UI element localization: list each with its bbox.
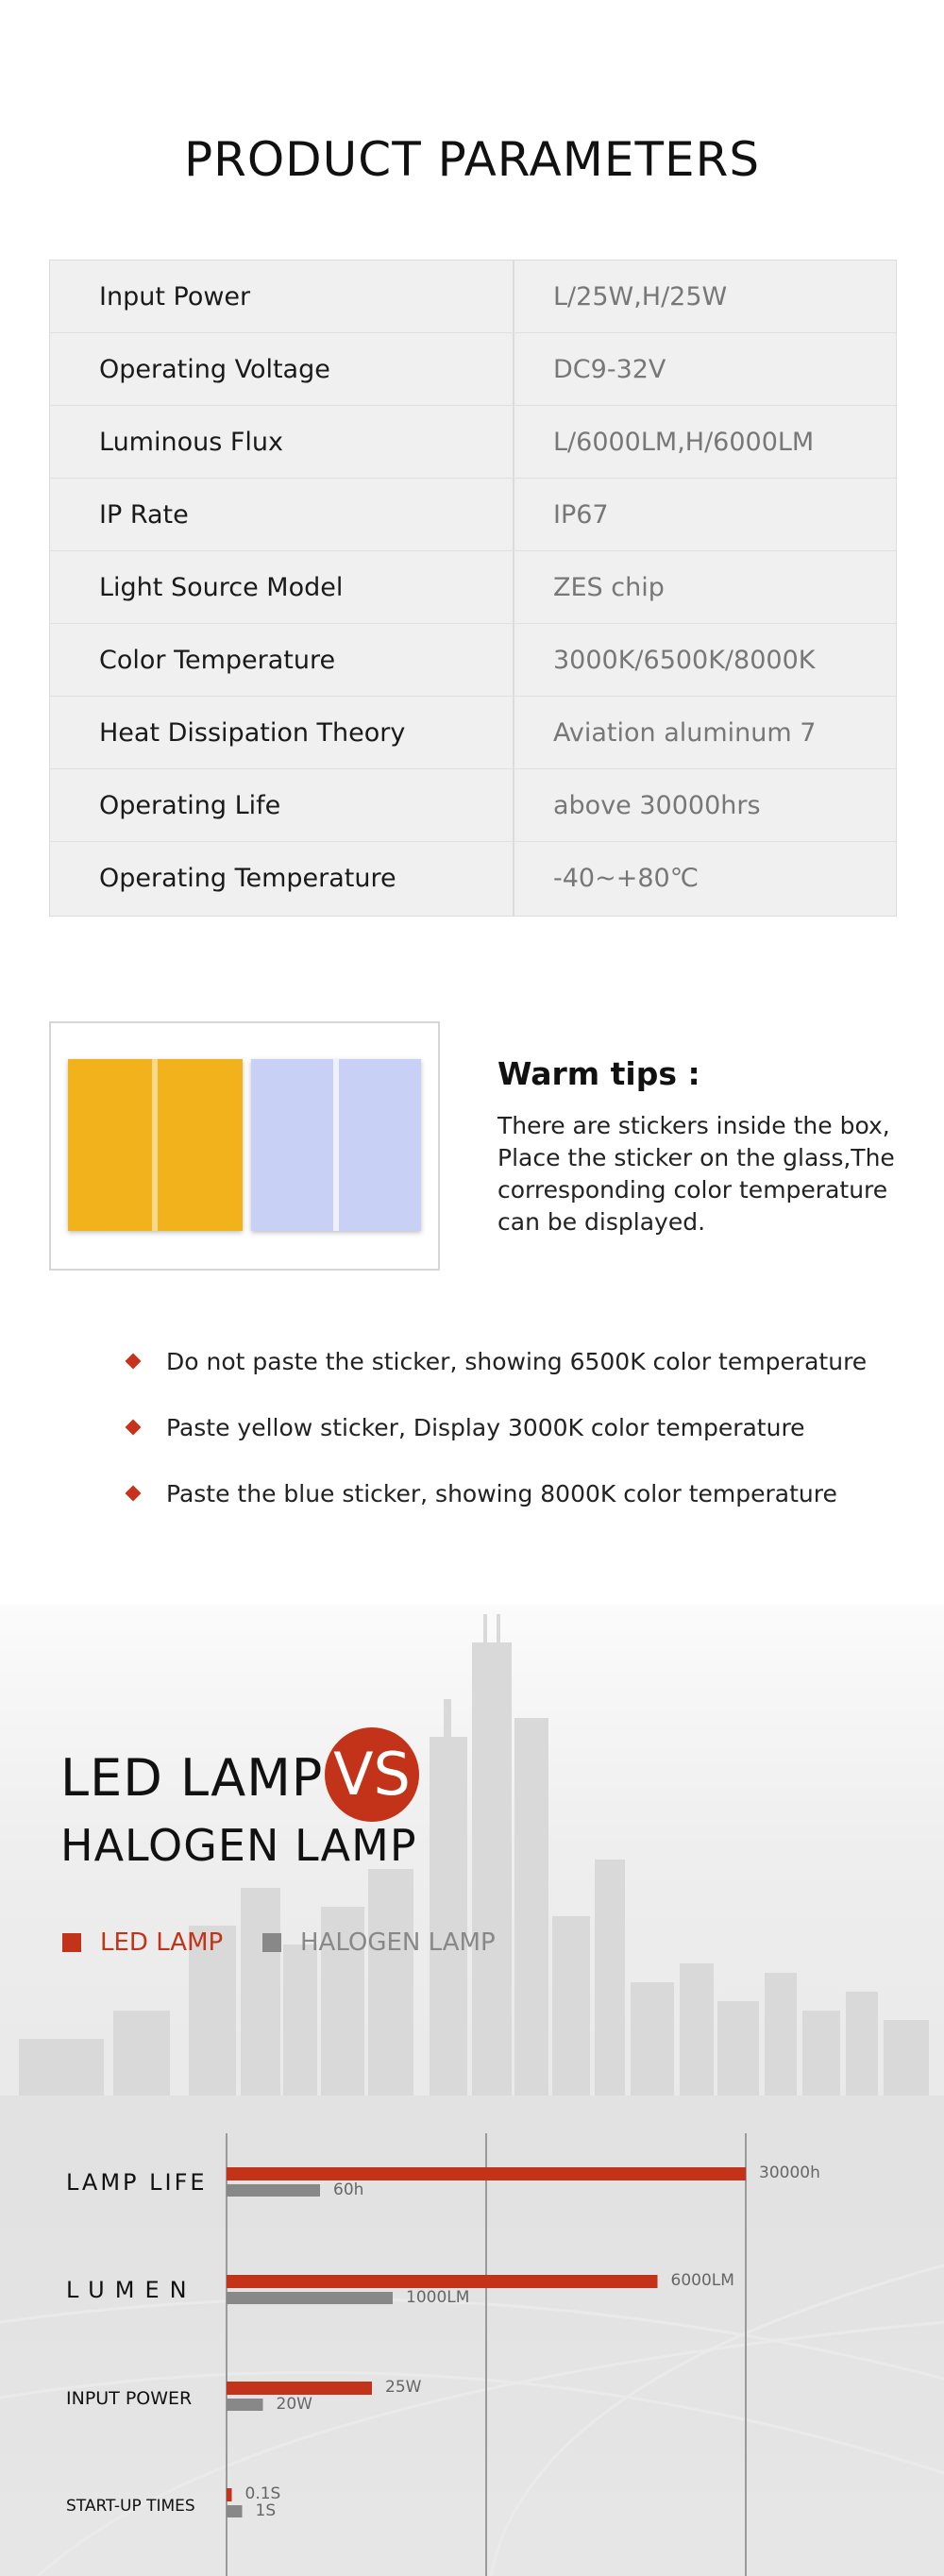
comparison-section: [0, 1605, 944, 2576]
legend-swatch: [262, 1933, 281, 1952]
data-label: 60h: [333, 2180, 364, 2199]
param-label: IP Rate: [99, 500, 189, 530]
tips-text: There are stickers inside the box, Place the sticker on the glass,The corresponding color temperature can be displayed.: [497, 1112, 895, 1236]
param-value: above 30000hrs: [553, 791, 761, 820]
category-label: START-UP TIMES: [66, 2497, 195, 2516]
comparison-bar-chart: [0, 2020, 944, 2576]
table-row: [50, 333, 896, 406]
bar-halogen: [227, 2505, 243, 2517]
param-value: L/6000LM,H/6000LM: [553, 428, 815, 457]
page-title: PRODUCT PARAMETERS: [183, 132, 761, 187]
param-value: L/25W,H/25W: [553, 282, 728, 311]
legend-label: HALOGEN LAMP: [300, 1928, 496, 1957]
table-row: [50, 479, 896, 551]
param-label: Input Power: [99, 282, 251, 311]
data-label: 30000h: [759, 2164, 820, 2182]
param-label: Operating Temperature: [99, 864, 396, 893]
bar-led: [227, 2488, 232, 2501]
data-label: 6000LM: [670, 2271, 734, 2290]
param-value: IP67: [553, 500, 609, 530]
param-value: 3000K/6500K/8000K: [553, 646, 816, 675]
param-value: Aviation aluminum 7: [553, 718, 817, 748]
bar-halogen: [227, 2399, 263, 2411]
table-row: [50, 551, 896, 624]
param-label: Luminous Flux: [99, 428, 283, 457]
data-label: 1000LM: [406, 2288, 470, 2307]
yellow-sticker: [68, 1059, 243, 1231]
param-value: ZES chip: [553, 573, 665, 602]
data-label: 25W: [385, 2378, 422, 2397]
sticker-image: [49, 1021, 440, 1271]
led-lamp-title: LED LAMP: [60, 1748, 324, 1808]
param-label: Heat Dissipation Theory: [99, 718, 406, 748]
sticker-gap: [333, 1059, 339, 1231]
param-label: Color Temperature: [99, 646, 336, 675]
table-row: [50, 406, 896, 479]
bar-led: [227, 2167, 746, 2180]
category-label: INPUT POWER: [66, 2388, 193, 2409]
param-label: Operating Life: [99, 791, 281, 820]
param-value: -40~+80℃: [553, 864, 700, 893]
halogen-lamp-title: HALOGEN LAMP: [60, 1820, 417, 1871]
bar-halogen: [227, 2292, 393, 2304]
param-value: DC9-32V: [553, 355, 666, 384]
list-item-text: Paste yellow sticker, Display 3000K color temperature: [166, 1414, 805, 1441]
bar-led: [227, 2382, 372, 2395]
bar-halogen: [227, 2184, 320, 2197]
category-label: LAMP LIFE: [66, 2169, 208, 2196]
diamond-bullet-icon: [126, 1420, 142, 1436]
list-item-text: Do not paste the sticker, showing 6500K color temperature: [166, 1348, 868, 1375]
table-row: [50, 697, 896, 769]
table-row: [50, 624, 896, 697]
legend-swatch: [62, 1933, 81, 1952]
table-row: [50, 842, 896, 918]
legend-label: LED LAMP: [100, 1928, 224, 1957]
data-label: 20W: [276, 2395, 312, 2414]
data-label: 1S: [255, 2501, 277, 2520]
table-row: [50, 769, 896, 842]
bar-led: [227, 2275, 658, 2288]
diamond-bullet-icon: [126, 1354, 142, 1370]
category-label: LUMEN: [66, 2277, 197, 2303]
param-label: Light Source Model: [99, 573, 344, 602]
sticker-gap: [152, 1059, 158, 1231]
blue-sticker: [251, 1059, 421, 1231]
diamond-bullet-icon: [126, 1486, 142, 1502]
data-label: 0.1S: [244, 2484, 281, 2503]
vs-badge: VS: [325, 1727, 419, 1822]
param-label: Operating Voltage: [99, 355, 330, 384]
table-row: [50, 261, 896, 333]
parameters-table: [49, 260, 897, 917]
tips-title: Warm tips :: [497, 1055, 700, 1092]
list-item-text: Paste the blue sticker, showing 8000K color temperature: [166, 1480, 837, 1507]
